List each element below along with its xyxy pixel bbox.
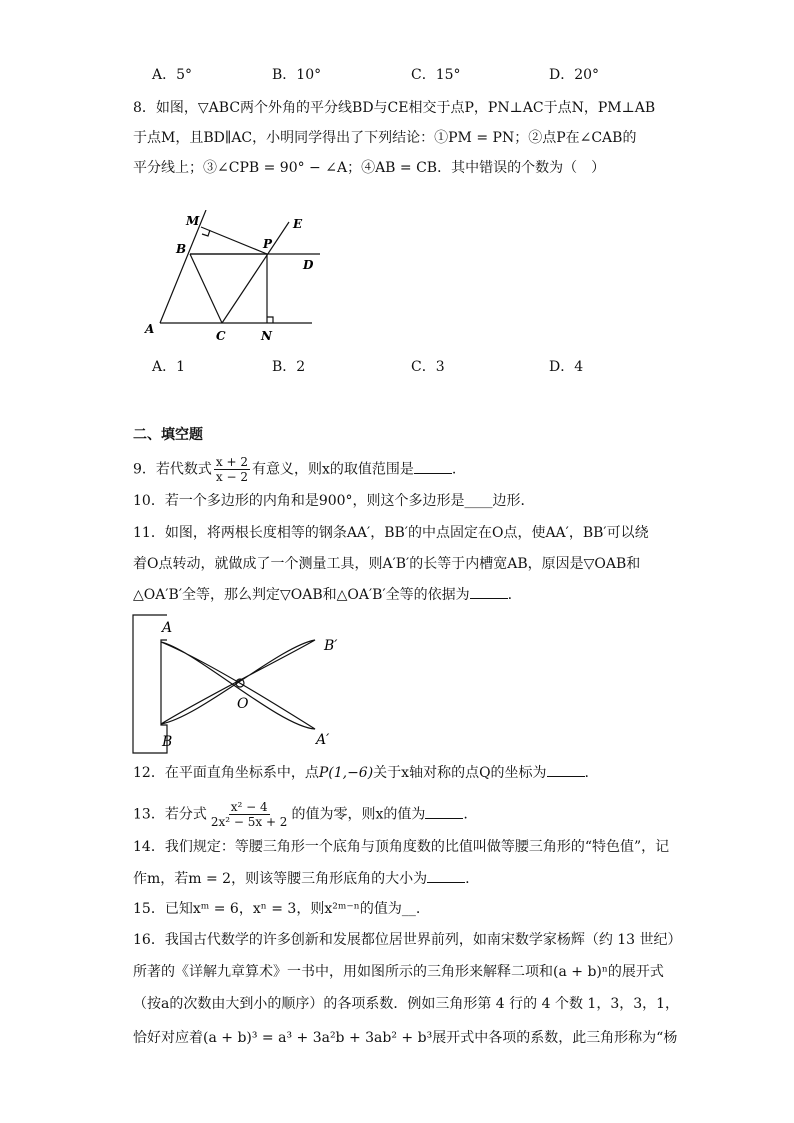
q14-line2 (133, 869, 470, 889)
q8-line1: 8．如图，▽ABC两个外角的平分线BD与CE相交于点P，PN⊥AC于点N，PM⊥AB (133, 100, 656, 116)
q7-option-c: C．15° (411, 67, 461, 83)
q11-line3-text: △OA′B′全等，那么判定▽OAB和△OA′B′全等的依据为 (133, 587, 470, 603)
q7-option-a: A．5° (152, 67, 193, 83)
q8-label-b: B (176, 242, 187, 256)
q9-suffix: 有意义，则x的取值范围是 (252, 461, 414, 478)
q12-point: P(1,−6) (318, 765, 374, 781)
q11-label-b-prime: B′ (324, 638, 338, 654)
q12-answer-blank[interactable] (547, 764, 585, 777)
q13-end: . (463, 806, 468, 823)
q14-end: . (465, 871, 470, 887)
q8-label-c: C (216, 329, 226, 343)
q13-suffix: 的值为零，则x的值为 (291, 806, 426, 823)
q11-end: . (507, 587, 513, 603)
q8-option-d: D．4 (549, 359, 584, 375)
q8-label-p: P (263, 237, 273, 251)
q13-frac-num: x² − 4 (230, 800, 268, 814)
q14-line1: 14．我们规定：等腰三角形一个底角与顶角度数的比值叫做等腰三角形的“特色值”，记 (133, 839, 670, 855)
q11-label-b: B (162, 734, 173, 750)
q9-answer-blank[interactable] (414, 461, 452, 474)
q12-end: . (584, 765, 589, 781)
q9-frac-num: x + 2 (215, 455, 249, 469)
q11-line1: 11．如图，将两根长度相等的钢条AA′，BB′的中点固定在O点，使AA′，BB′可以绕 (133, 525, 649, 541)
q11-label-a: A (162, 620, 173, 636)
section-title-fill-in: 二、填空题 (133, 427, 203, 443)
q13-fraction (209, 800, 290, 829)
q16-line3: （按a的次数由大到小的顺序）的各项系数．例如三角形第 4 行的 4 个数 1，3，3，1， (133, 996, 680, 1012)
q8-label-e: E (293, 217, 303, 231)
q11-line2: 着O点转动，就做成了一个测量工具，则A′B′的长等于内槽宽AB，原因是▽OAB和 (133, 556, 641, 572)
q8-label-a: A (145, 322, 155, 336)
q16-line2: 所著的《详解九章算术》一书中，用如图所示的三角形来解释二项和(a + b)ⁿ的展开式 (133, 964, 664, 980)
q12-prefix: 12．在平面直角坐标系中，点 (133, 765, 319, 781)
q7-option-d: D．20° (549, 67, 600, 83)
q13-prefix: 13．若分式 (133, 806, 207, 823)
q8-label-m: M (186, 214, 200, 228)
q16-line4: 恰好对应着(a + b)³ = a³ + 3a²b + 3ab² + b³展开式中各项的系数，此三角形称为“杨 (133, 1030, 678, 1046)
q9-prefix: 9．若代数式 (133, 461, 212, 478)
q16-line1: 16．我国古代数学的许多创新和发展都位居世界前列，如南宋数学家杨辉（约 13 世纪） (133, 932, 682, 948)
q8-option-a: A．1 (152, 359, 186, 375)
q8-line2: 于点M，且BD∥AC，小明同学得出了下列结论：①PM = PN；②点P在∠CAB的 (133, 130, 637, 146)
q9-fraction (214, 455, 250, 484)
q7-option-b: B．10° (272, 67, 322, 83)
q14-answer-blank[interactable] (427, 870, 465, 883)
q11-answer-blank[interactable] (470, 586, 508, 599)
q11-label-o: O (237, 696, 249, 712)
q9-line (133, 455, 456, 484)
q13-line (133, 800, 468, 829)
q11-figure (130, 612, 350, 757)
q8-figure (140, 210, 330, 345)
q8-label-n: N (261, 329, 272, 343)
q10-line: 10．若一个多边形的内角和是900°，则这个多边形是____边形． (133, 493, 535, 509)
q12-line (133, 763, 589, 783)
q8-line3: 平分线上；③∠CPB = 90° − ∠A；④AB = CB．其中错误的个数为（ ） (133, 160, 606, 176)
q14-line2-text: 作m，若m = 2，则该等腰三角形底角的大小为 (133, 871, 428, 887)
q8-label-d: D (303, 258, 314, 272)
q13-answer-blank[interactable] (425, 806, 463, 819)
q8-option-c: C．3 (411, 359, 445, 375)
q11-line3 (133, 585, 512, 605)
q13-frac-den: 2x² − 5x + 2 (210, 815, 288, 829)
q9-end: . (451, 461, 457, 478)
q15-line: 15．已知xᵐ = 6，xⁿ = 3，则x²ᵐ⁻ⁿ的值为__. (133, 901, 421, 917)
q9-frac-den: x − 2 (215, 470, 249, 484)
q12-middle: 关于x轴对称的点Q的坐标为 (373, 765, 547, 781)
q8-option-b: B．2 (272, 359, 306, 375)
q11-label-a-prime: A′ (316, 732, 330, 748)
